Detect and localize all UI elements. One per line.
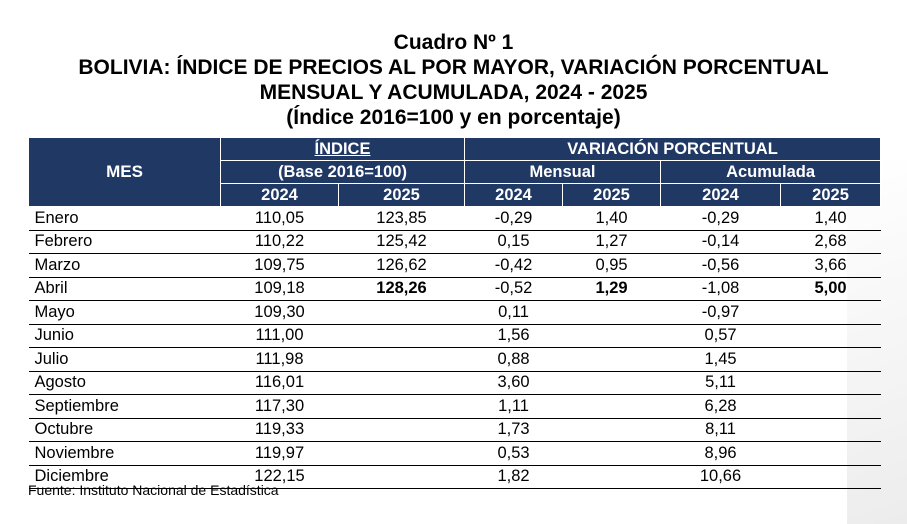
cell-men2024: -0,42 [465,254,563,278]
cell-acu2024: 8,96 [661,442,781,466]
cell-men2025 [563,324,661,348]
cell-mes: Enero [29,207,221,231]
cell-idx2025 [339,442,465,466]
table-body [29,207,881,489]
cell-idx2024: 110,05 [221,207,339,231]
title-line-4: (Índice 2016=100 y en porcentaje) [286,106,621,129]
cell-acu2024: 8,11 [661,418,781,442]
cell-men2024: 1,11 [465,395,563,419]
cell-men2025: 1,40 [563,207,661,231]
cell-men2025 [563,348,661,372]
cell-idx2025 [339,324,465,348]
table-row [29,324,881,348]
cell-men2024: 0,53 [465,442,563,466]
cell-acu2024: 1,45 [661,348,781,372]
cell-men2025: 1,27 [563,230,661,254]
title-line-2: BOLIVIA: ÍNDICE DE PRECIOS AL POR MAYOR, VARIACIÓN PORCENTUAL [78,56,829,79]
cell-men2024: 1,82 [465,465,563,489]
cell-men2025 [563,301,661,325]
cell-acu2025: 3,66 [781,254,881,278]
cell-idx2024: 109,75 [221,254,339,278]
cell-men2024: 0,11 [465,301,563,325]
cell-mes: Julio [29,348,221,372]
table-title [0,30,907,130]
cell-men2025: 1,29 [563,277,661,301]
source-note: Fuente: Instituto Nacional de Estadística [28,482,279,498]
header-variacion: VARIACIÓN PORCENTUAL [465,138,881,161]
cell-acu2025 [781,442,881,466]
cell-idx2025 [339,371,465,395]
cell-mes: Abril [29,277,221,301]
title-line-1: Cuadro Nº 1 [393,31,514,54]
table-row [29,207,881,231]
cell-idx2025: 128,26 [339,277,465,301]
cell-idx2024: 122,15 [221,465,339,489]
cell-idx2024: 119,97 [221,442,339,466]
cell-acu2024: -0,56 [661,254,781,278]
table-row [29,254,881,278]
cell-acu2025: 1,40 [781,207,881,231]
cell-idx2025: 125,42 [339,230,465,254]
cell-idx2024: 111,98 [221,348,339,372]
cell-acu2025 [781,371,881,395]
cell-men2024: 1,56 [465,324,563,348]
header-acumulada-2024: 2024 [661,184,781,207]
cell-idx2024: 111,00 [221,324,339,348]
cell-mes: Junio [29,324,221,348]
cell-idx2025 [339,395,465,419]
cell-idx2024: 110,22 [221,230,339,254]
cell-acu2024: -0,14 [661,230,781,254]
cell-men2025 [563,395,661,419]
cell-men2025 [563,371,661,395]
cell-idx2025 [339,301,465,325]
cell-mes: Diciembre [29,465,221,489]
cell-men2024: 1,73 [465,418,563,442]
table-row [29,230,881,254]
header-acumulada-2025: 2025 [781,184,881,207]
cell-acu2025 [781,324,881,348]
cell-idx2025 [339,418,465,442]
title-line-3: MENSUAL Y ACUMULADA, 2024 - 2025 [259,81,648,104]
cell-acu2025 [781,465,881,489]
cell-mes: Septiembre [29,395,221,419]
cell-mes: Octubre [29,418,221,442]
header-indice-2024: 2024 [221,184,339,207]
cell-idx2025: 123,85 [339,207,465,231]
cell-acu2024: 5,11 [661,371,781,395]
price-index-table [28,137,881,489]
cell-idx2024: 119,33 [221,418,339,442]
cell-men2024: -0,29 [465,207,563,231]
table-row [29,418,881,442]
table-row [29,395,881,419]
cell-acu2025 [781,301,881,325]
cell-men2025 [563,442,661,466]
cell-men2024: 3,60 [465,371,563,395]
cell-men2024: -0,52 [465,277,563,301]
cell-men2024: 0,88 [465,348,563,372]
cell-men2025: 0,95 [563,254,661,278]
cell-men2025 [563,465,661,489]
cell-mes: Febrero [29,230,221,254]
cell-idx2024: 117,30 [221,395,339,419]
cell-acu2025: 2,68 [781,230,881,254]
cell-mes: Noviembre [29,442,221,466]
cell-mes: Mayo [29,301,221,325]
cell-acu2024: 6,28 [661,395,781,419]
table-row [29,277,881,301]
table-row [29,442,881,466]
header-mensual-2025: 2025 [563,184,661,207]
cell-idx2024: 116,01 [221,371,339,395]
cell-idx2024: 109,30 [221,301,339,325]
cell-acu2024: -0,29 [661,207,781,231]
header-acumulada: Acumulada [661,161,881,184]
header-base: (Base 2016=100) [221,161,465,184]
cell-idx2025 [339,348,465,372]
header-mes: MES [29,138,221,207]
cell-idx2024: 109,18 [221,277,339,301]
cell-mes: Marzo [29,254,221,278]
table-row [29,371,881,395]
cell-acu2024: 0,57 [661,324,781,348]
cell-mes: Agosto [29,371,221,395]
cell-acu2024: -1,08 [661,277,781,301]
cell-men2024: 0,15 [465,230,563,254]
cell-acu2025 [781,395,881,419]
header-mensual-2024: 2024 [465,184,563,207]
cell-acu2024: 10,66 [661,465,781,489]
cell-acu2025 [781,348,881,372]
header-indice: ÍNDICE [221,138,465,161]
cell-idx2025 [339,465,465,489]
header-indice-2025: 2025 [339,184,465,207]
table-row [29,348,881,372]
cell-acu2024: -0,97 [661,301,781,325]
cell-acu2025: 5,00 [781,277,881,301]
cell-idx2025: 126,62 [339,254,465,278]
cell-men2025 [563,418,661,442]
header-mensual: Mensual [465,161,661,184]
cell-acu2025 [781,418,881,442]
table-row [29,301,881,325]
